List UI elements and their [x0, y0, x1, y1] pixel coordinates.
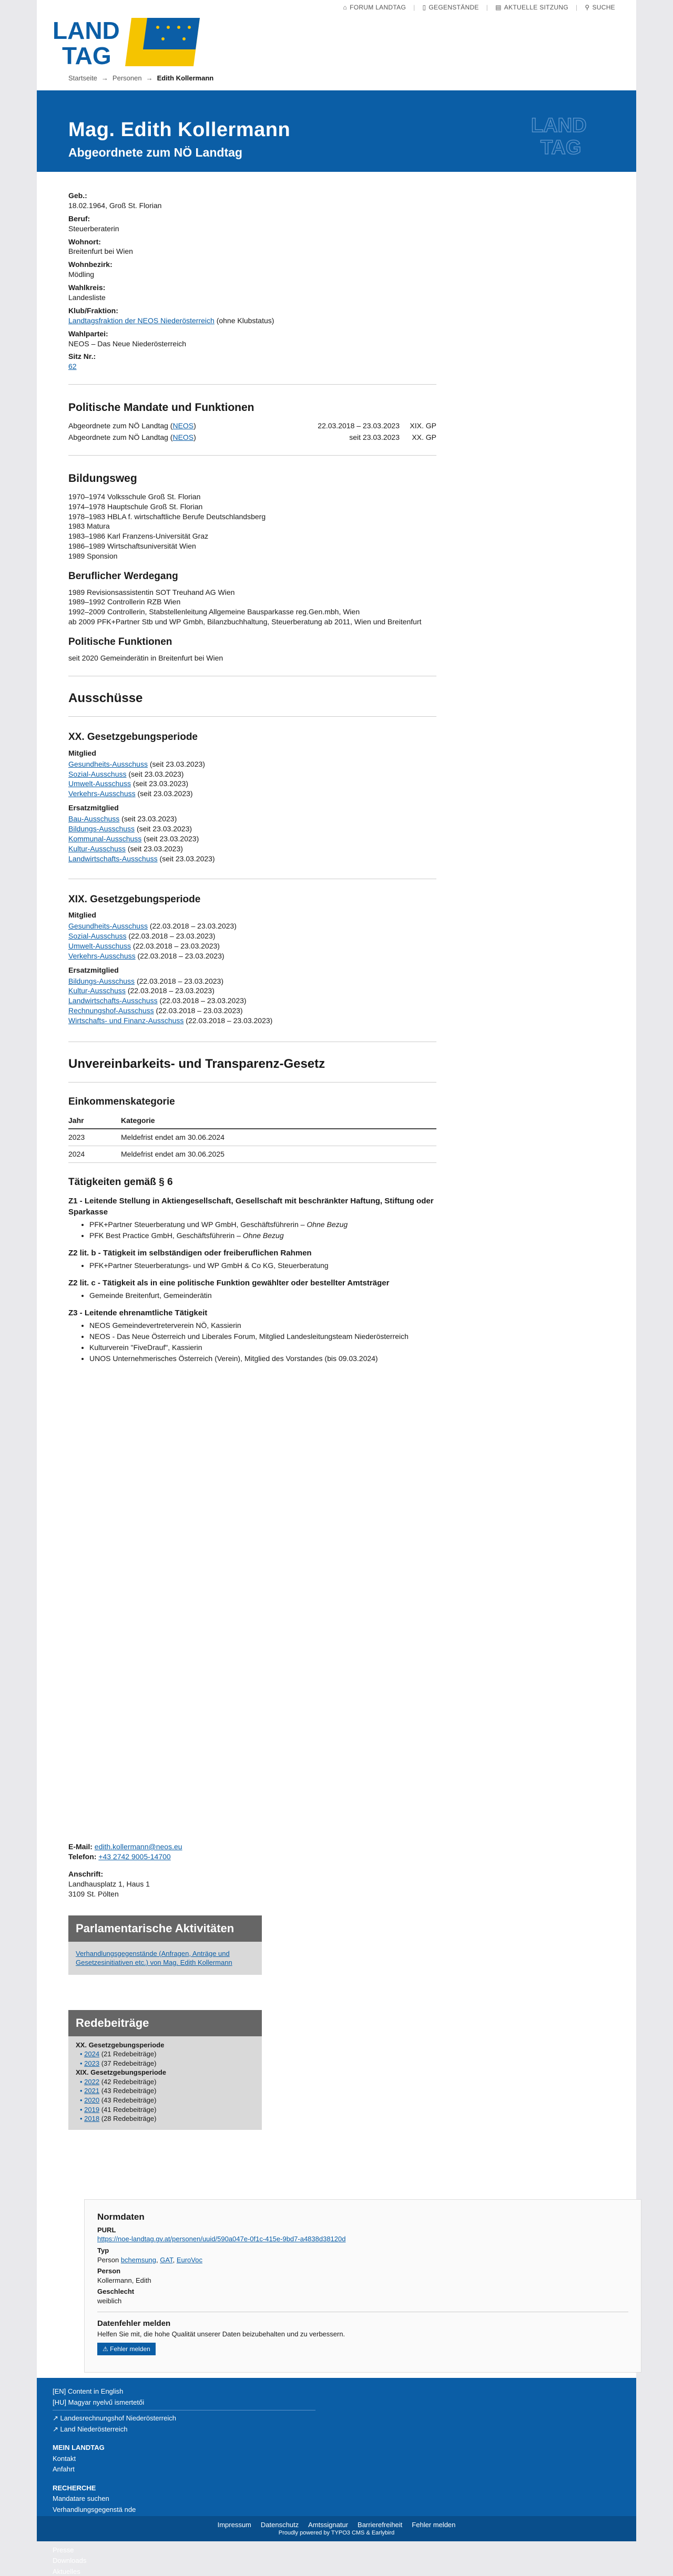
footer-bottom-link[interactable]: Amtssignatur [308, 2520, 349, 2529]
committee-date: (22.03.2018 – 23.03.2023) [125, 986, 215, 995]
taetigkeit-heading: Z3 - Leitende ehrenamtliche Tätigkeit [68, 1308, 208, 1317]
list-item [89, 1261, 436, 1271]
beruf-heading: Beruflicher Werdegang [68, 570, 178, 582]
mandate-gp: XIX. GP [410, 421, 436, 430]
parl-heading: Parlamentarische Aktivitäten [68, 1915, 262, 1942]
landtag-watermark [531, 114, 620, 156]
personal-value: Landesliste [68, 293, 106, 302]
breadcrumb-home[interactable]: Startseite [68, 74, 97, 82]
redebeitraege-heading: Redebeiträge [68, 2010, 262, 2036]
fehler-heading: Datenfehler melden [97, 2319, 171, 2328]
taetigkeit-list [89, 1321, 436, 1364]
email-link[interactable]: edith.kollermann@neos.eu [94, 1842, 182, 1851]
committee-item [68, 996, 436, 1006]
klub-link[interactable]: Landtagsfraktion der NEOS Niederösterreich [68, 316, 215, 325]
committee-link[interactable]: Bau-Ausschuss [68, 815, 120, 823]
personal-value: Steuerberaterin [68, 224, 119, 233]
bildung-item: 1986–1989 Wirtschaftsuniversität Wien [68, 542, 196, 551]
committee-link[interactable]: Sozial-Ausschuss [68, 769, 127, 778]
arrow-right-icon: → [146, 74, 153, 82]
personal-label: Geb.: [68, 191, 87, 200]
committee-item [68, 921, 436, 931]
committee-role: Mitglied [68, 748, 96, 757]
list-item [89, 1291, 436, 1301]
bildung-item: 1970–1974 Volksschule Groß St. Florian [68, 492, 201, 501]
col-jahr: Jahr [68, 1113, 121, 1129]
taetigkeit-heading: Z1 - Leitende Stellung in Aktiengesellschaft, Gesellschaft mit beschränkter Haftung, Stiftung oder Sparkasse [68, 1197, 434, 1217]
page [37, 0, 636, 2575]
report-error-button[interactable]: ⚠ Fehler melden [97, 2343, 156, 2355]
typ-link[interactable]: EuroVoc [176, 2255, 202, 2264]
breadcrumb-personen[interactable]: Personen [112, 74, 142, 82]
list-item [80, 2059, 254, 2068]
list-item [80, 2077, 254, 2087]
footer-link[interactable]: Kontakt [53, 2454, 76, 2462]
committee-item [68, 1016, 436, 1026]
footer-link[interactable]: Downloads [53, 2557, 87, 2565]
committee-link[interactable]: Landwirtschafts-Ausschuss [68, 996, 158, 1005]
footer-bottom-link[interactable]: Fehler melden [412, 2520, 456, 2529]
redebeitraege-box [68, 2010, 262, 2130]
divider [68, 455, 436, 456]
divider [68, 1082, 436, 1083]
committee-date: (seit 23.03.2023) [157, 854, 215, 863]
list-item [89, 1321, 436, 1331]
committee-item [68, 789, 436, 799]
list-item [89, 1220, 436, 1230]
col-kategorie: Kategorie [121, 1113, 436, 1129]
personal-label: Wohnort: [68, 237, 101, 246]
committee-link[interactable]: Verkehrs-Ausschuss [68, 951, 136, 960]
footer-bottom-link[interactable]: Barrierefreiheit [358, 2520, 403, 2529]
list-item [80, 2114, 254, 2124]
list-item [89, 1343, 436, 1353]
nav-suche[interactable]: ⚲ SUCHE [585, 4, 615, 11]
footer-link[interactable]: Anfahrt [53, 2465, 75, 2474]
footer-bottom-link[interactable]: Datenschutz [260, 2520, 299, 2529]
lang-en-link[interactable]: [EN] Content in English [53, 2387, 124, 2395]
footer-link-land[interactable]: ↗ Land Niederösterreich [53, 2425, 128, 2433]
committee-date: (22.03.2018 – 23.03.2023) [135, 976, 223, 985]
beruf-item: 1992–2009 Controllerin, Stabstellenleitung Allgemeine Bausparkasse reg.Gen.mbh, Wien [68, 607, 360, 616]
taetigkeit-list [89, 1261, 436, 1271]
taetigkeit-text: PFK+Partner Steuerberatungs- und WP GmbH & Co KG, Steuerberatung [89, 1261, 329, 1270]
table-row [68, 1129, 436, 1146]
taetigkeit-text: NEOS Gemeindevertreterverein NÖ, Kassierin [89, 1321, 241, 1330]
rede-count: (43 Redebeiträge) [99, 2087, 157, 2095]
einkommen-table [68, 1113, 436, 1163]
divider [68, 716, 436, 717]
mandate-heading: Politische Mandate und Funktionen [68, 401, 254, 414]
committee-item [68, 854, 436, 864]
powered-by: Proudly powered by TYPO3 CMS & Earlybird [278, 2530, 395, 2537]
mandate-title [68, 421, 305, 431]
beruf-item: ab 2009 PFK+Partner Stb und WP Gmbh, Bilanzbuchhaltung, Steuerberatung ab 2011, Wien und Breitenfurt [68, 617, 422, 626]
main-content: Geb.: 18.02.1964, Groß St. Florian Beruf: Steuerberaterin Wohnort: Breitenfurt bei Wien Wohnbezirk: Mödling Wahlkreis: Landesliste Klub/Fraktion: Landtagsfraktion der NEOS Niederösterreich (ohne Klubstatus) Wahlpartei: NEOS – Das Neue Niederösterreich Sitz Nr.: 62 Politische Mandate und Funktionen Abgeordnete zum NÖ Landtag (NEOS) 22.03.2018 – 23.03.2023 XIX. GP Abgeordnete zum NÖ Landtag (NEOS) seit 23.03.2023 XX. GP Bildungsweg 1970–1974 Volksschule Groß St. Florian 1974–1978 Hauptschule Groß St. Florian 1978–1983 HBLA f. wirtschaftliche Berufe Deutschlandsberg 1983 Matura 1983–1986 Karl Franzens-Universität Graz 1986–1989 Wirtschaftsuniversität Wien 1989 Sponsion Beruflicher Werdegang 1989 Revisionsassistentin SOT Treuhand AG Wien 1989–1992 Controllerin RZB Wien 1992–2009 Controllerin, Stabstellenleitung Allgemeine Bausparkasse reg.Gen.mbh, Wien ab 2009 PFK+Partner Stb und WP Gmbh, Bilanzbuchhaltung, Steuerberatung ab 2011, Wien und Breitenfurt Politische Funktionen seit 2020 Gemeinderätin in Breitenfurt bei Wien Ausschüsse XX. Gesetzgebungsperiode Mitglied Gesundheits-Ausschuss (seit 23.03.2023) Sozial-Ausschuss (seit 23.03.2023) Umwelt-Ausschuss (seit 23.03.2023) Verkehrs-Ausschuss (seit 23.03.2023) Ersatzmitglied Bau-Ausschuss (seit 23.03.2023) Bildungs-Ausschuss (seit 23.03.2023) Kommunal-Ausschuss (seit 23.03.2023) Kultur-Ausschuss (seit 23.03.2023) Landwirtschafts-Ausschuss (seit 23.03.2023) XIX. Gesetzgebungsperiode Mitglied Gesundheits-Ausschuss (22.03.2018 – 23.03.2023) Sozial-Ausschuss (22.03.2018 – 23.03.2023) Umwelt-Ausschuss (22.03.2018 – 23.03.2023) Verkehrs-Ausschuss (22.03.2018 – 23.03.2023) Ersatzmitglied Bildungs-Ausschuss (22.03.2018 – 23.03.2023) Kultur-Ausschuss (22.03.2018 – 23.03.2023) Landwirtschafts-Ausschuss (22.03.2018 – 23.03.2023) Rechnungshof-Ausschuss (22.03.2018 – 23.03.2023) Wirtschafts- und Finanz-Ausschuss (22.03.2018 – 23.03.2023) Unvereinbarkeits- und Transparenz-Gesetz Einkommenskategorie Jahr Kategorie 2023 Meldefrist endet am 30.06.2024 2024 Meldefrist endet am 30.06.2025 Tätigkeiten gemäß § 6 Z1 - Leitende Stellung in Aktiengesellschaft, Gesellschaft mit beschränkter Haftung, Stiftung oder Sparkasse • PFK+Partner Steuerberatung und WP GmbH, Geschäftsführerin – Ohne Bezug • PFK Best Practice GmbH, Geschäftsführerin – Ohne Bezug Z2 lit. b - Tätigkeit im selbständigen oder freiberuflichen Rahmen • PFK+Partner Steuerberatungs- und WP GmbH & Co KG, Steuerberatung Z2 lit. c - Tätigkeit als in eine politische Funktion gewählter oder bestellter Amtsträger • Gemeinde Breitenfurt, Gemeinderätin Z3 - Leitende ehrenamtliche Tätigkeit • NEOS Gemeindevertreterverein NÖ, Kassierin • NEOS - Das Neue Österreich und Liberales Forum, Mitglied Landesleitungsteam Niederösterreich • Kulturverein "FiveDrauf", Kassierin • UNOS Unternehmerisches Österreich (Verein), Mitglied des Vorstandes (bis 09.03.2024) [37, 172, 436, 1364]
top-navigation: ⌂ FORUM LANDTAG | ▯ GEGENSTÄNDE | ▤ AKTUELLE SITZUNG | ⚲ SUCHE [343, 4, 615, 11]
period-heading: XIX. Gesetzgebungsperiode [68, 893, 201, 905]
taetigkeit-note: Ohne Bezug [242, 1231, 284, 1240]
taetigkeit-text: UNOS Unternehmerisches Österreich (Verein), Mitglied des Vorstandes (bis 09.03.2024) [89, 1354, 378, 1363]
committee-item [68, 976, 436, 986]
mandate-period: 22.03.2018 – 23.03.2023 [318, 421, 400, 430]
mandate-period: seit 23.03.2023 [349, 433, 400, 442]
parl-activities-box [68, 1915, 262, 1975]
personal-value: Breitenfurt bei Wien [68, 247, 133, 256]
logo-flag-blue [143, 18, 200, 49]
polfunk-list [68, 653, 436, 663]
normdaten-heading: Normdaten [97, 2212, 145, 2222]
cell-kategorie: Meldefrist endet am 30.06.2025 [121, 1146, 436, 1162]
taetigkeit-text: Gemeinde Breitenfurt, Gemeinderätin [89, 1291, 212, 1300]
external-link-icon: ↗ [53, 2425, 58, 2433]
committee-date: (seit 23.03.2023) [135, 789, 193, 798]
committee-date: (seit 23.03.2023) [119, 815, 177, 823]
footer-section-heading: RECHERCHE [53, 2484, 96, 2492]
taetigkeiten-list [68, 1196, 436, 1363]
bildung-item: 1978–1983 HBLA f. wirtschaftliche Berufe Deutschlandsberg [68, 512, 266, 521]
external-link-icon: ↗ [53, 2414, 58, 2423]
arrow-right-icon: → [101, 74, 108, 82]
mandate-row [68, 421, 436, 431]
taetigkeit-text: PFK+Partner Steuerberatung und WP GmbH, Geschäftsführerin – [89, 1220, 307, 1229]
committee-link[interactable]: Landwirtschafts-Ausschuss [68, 854, 158, 863]
bildung-item: 1989 Sponsion [68, 552, 118, 561]
committee-periods [68, 730, 436, 1026]
beruf-item: 1989 Revisionsassistentin SOT Treuhand AG Wien [68, 588, 235, 596]
address-line1: Landhausplatz 1, Haus 1 [68, 1879, 150, 1888]
committee-date: (seit 23.03.2023) [141, 834, 199, 843]
beruf-list [68, 588, 436, 627]
footer-link-lrh[interactable]: ↗ Landesrechnungshof Niederösterreich [53, 2414, 176, 2423]
mandate-text: ) [193, 433, 196, 442]
sitz-link[interactable]: 62 [68, 362, 77, 371]
committee-date: (seit 23.03.2023) [147, 759, 205, 768]
mandate-text: Abgeordnete zum NÖ Landtag ( [68, 433, 173, 442]
personal-data [68, 191, 436, 303]
bildung-list [68, 492, 436, 561]
nav-forum[interactable]: ⌂ FORUM LANDTAG [343, 4, 406, 11]
wahlpartei-label: Wahlpartei: [68, 329, 108, 338]
taetigkeit-note: Ohne Bezug [307, 1220, 348, 1229]
address-line2: 3109 St. Pölten [68, 1889, 119, 1898]
committee-role: Mitglied [68, 911, 96, 920]
committee-link[interactable]: Wirtschafts- und Finanz-Ausschuss [68, 1016, 184, 1025]
rede-year-link[interactable]: 2018 [84, 2115, 100, 2123]
committee-link[interactable]: Kultur-Ausschuss [68, 844, 126, 853]
nav-gegenstaende[interactable]: ▯ GEGENSTÄNDE [422, 4, 479, 11]
committee-item [68, 759, 436, 769]
svg-text:TAG: TAG [541, 137, 582, 156]
svg-text:LAND: LAND [531, 115, 587, 137]
committee-item [68, 834, 436, 844]
rede-count: (43 Redebeiträge) [99, 2096, 157, 2104]
ausschuesse-heading: Ausschüsse [68, 691, 143, 705]
list-item [89, 1332, 436, 1342]
nav-sitzung[interactable]: ▤ AKTUELLE SITZUNG [495, 4, 568, 11]
phone-link[interactable]: +43 2742 9005-14700 [98, 1852, 171, 1861]
footer-link[interactable]: Mandatare suchen [53, 2495, 109, 2503]
committee-link[interactable]: Bildungs-Ausschuss [68, 824, 135, 833]
committee-item [68, 951, 436, 961]
committee-link[interactable]: Bildungs-Ausschuss [68, 976, 135, 985]
normdaten-box: Normdaten PURL https://noe-landtag.gv.at/personen/uuid/590a047e-0f1c-415e-9bd7-a4838d38120d Typ Person bchemsung, GAT, EuroVoc Person Kollermann, Edith Geschlecht weiblich Datenfehler melden Helfen Sie mit, die hohe Qualität unserer Daten beizubehalten und zu verbessern. ⚠ Fehler melden [84, 2199, 641, 2373]
committee-link[interactable]: Gesundheits-Ausschuss [68, 759, 148, 768]
taetigkeit-text: Kulturverein "FiveDrauf", Kassierin [89, 1343, 202, 1352]
committee-item [68, 931, 436, 941]
rede-year-link[interactable]: 2021 [84, 2087, 100, 2095]
rede-count: (42 Redebeiträge) [99, 2077, 157, 2086]
committee-date: (seit 23.03.2023) [125, 844, 183, 853]
klub-label: Klub/Fraktion: [68, 306, 118, 315]
sitz-label: Sitz Nr.: [68, 352, 96, 361]
committee-link[interactable]: Kommunal-Ausschuss [68, 834, 142, 843]
mandate-title [68, 432, 305, 442]
party-link[interactable]: NEOS [172, 433, 194, 442]
mandate-gp: XX. GP [412, 433, 436, 442]
building-icon: ⌂ [343, 4, 348, 11]
taetigkeit-text: PFK Best Practice GmbH, Geschäftsführerin – [89, 1231, 243, 1240]
rede-year-link[interactable]: 2020 [84, 2096, 100, 2104]
cell-kategorie: Meldefrist endet am 30.06.2024 [121, 1129, 436, 1146]
committee-date: (seit 23.03.2023) [135, 824, 192, 833]
taet-heading: Tätigkeiten gemäß § 6 [68, 1176, 173, 1188]
bildung-heading: Bildungsweg [68, 472, 137, 485]
footer-link[interactable]: Presse [53, 2546, 74, 2554]
list-item [89, 1354, 436, 1364]
page-subtitle: Abgeordnete zum NÖ Landtag [68, 146, 242, 160]
parl-link[interactable]: Verhandlungsgegenstände (Anfragen, Anträge und Gesetzesinitiativen etc.) von Mag. Edith Kollermann [76, 1949, 232, 1967]
period-heading: XX. Gesetzgebungsperiode [68, 731, 198, 743]
footer [37, 2378, 636, 2575]
committee-link[interactable]: Sozial-Ausschuss [68, 931, 127, 940]
logo-line1: LAND [53, 18, 120, 44]
personal-value: 18.02.1964, Groß St. Florian [68, 201, 162, 210]
rede-count: (21 Redebeiträge) [99, 2050, 157, 2058]
committee-date: (22.03.2018 – 23.03.2023) [183, 1016, 273, 1025]
committee-link[interactable]: Verkehrs-Ausschuss [68, 789, 136, 798]
committee-item [68, 941, 436, 951]
taetigkeit-list [89, 1291, 436, 1301]
breadcrumb-current: Edith Kollermann [157, 74, 214, 82]
committee-item [68, 824, 436, 834]
committee-role: Ersatzmitglied [68, 965, 119, 974]
committee-item [68, 986, 436, 996]
committee-item [68, 769, 436, 779]
rede-year-link[interactable]: 2023 [84, 2059, 100, 2067]
divider [68, 384, 436, 385]
personal-label: Wohnbezirk: [68, 260, 113, 269]
footer-bottom-link[interactable]: Impressum [217, 2520, 251, 2529]
typ-link[interactable]: bchemsung [120, 2255, 157, 2264]
mandate-text: ) [193, 421, 196, 430]
polfunk-item: seit 2020 Gemeinderätin in Breitenfurt bei Wien [68, 653, 223, 662]
committee-date: (seit 23.03.2023) [126, 769, 184, 778]
personal-label: Wahlkreis: [68, 283, 106, 292]
table-row [68, 1146, 436, 1162]
rede-year-link[interactable]: 2019 [84, 2105, 100, 2114]
committee-date: (22.03.2018 – 23.03.2023) [147, 922, 237, 931]
personal-value: Mödling [68, 270, 95, 279]
committee-link[interactable]: Rechnungshof-Ausschuss [68, 1006, 154, 1015]
rede-list [80, 2049, 254, 2068]
calendar-icon: ▤ [495, 4, 502, 11]
committee-link[interactable]: Umwelt-Ausschuss [68, 941, 131, 950]
rede-gp-heading: XX. Gesetzgebungsperiode [76, 2041, 165, 2049]
search-icon: ⚲ [585, 4, 590, 11]
document-icon: ▯ [422, 4, 426, 11]
personal-label: Beruf: [68, 214, 90, 223]
einkommen-heading: Einkommenskategorie [68, 1096, 175, 1108]
list-item [80, 2105, 254, 2115]
list-item [89, 1231, 436, 1241]
taetigkeit-heading: Z2 lit. b - Tätigkeit im selbständigen oder freiberuflichen Rahmen [68, 1248, 312, 1258]
taetigkeit-heading: Z2 lit. c - Tätigkeit als in eine politische Funktion gewählter oder bestellter Amtsträger [68, 1278, 390, 1287]
committee-date: (22.03.2018 – 23.03.2023) [157, 996, 247, 1005]
contact-block: E-Mail: edith.kollermann@neos.eu Telefon: +43 2742 9005-14700 Anschrift: Landhausplatz 1, Haus 1 3109 St. Pölten [68, 1842, 182, 1898]
committee-date: (22.03.2018 – 23.03.2023) [154, 1006, 243, 1015]
committee-role: Ersatzmitglied [68, 803, 119, 812]
warning-icon: ⚠ [103, 2345, 108, 2353]
taetigkeit-text: NEOS - Das Neue Österreich und Liberales Forum, Mitglied Landesleitungsteam Niederösterreich [89, 1332, 409, 1341]
header [37, 0, 636, 90]
polfunk-heading: Politische Funktionen [68, 636, 172, 648]
cell-jahr: 2024 [68, 1146, 121, 1162]
landtag-logo[interactable] [53, 18, 221, 66]
committee-item [68, 1006, 436, 1016]
cell-jahr: 2023 [68, 1129, 121, 1146]
lang-hu-link[interactable]: [HU] Magyar nyelvű ismertetői [53, 2398, 145, 2406]
committee-date: (22.03.2018 – 23.03.2023) [135, 951, 225, 960]
breadcrumb [68, 74, 213, 83]
beruf-item: 1989–1992 Controllerin RZB Wien [68, 597, 181, 606]
footer-section-heading: MEIN LANDTAG [53, 2444, 105, 2452]
mandate-row [68, 432, 436, 442]
rede-year-link[interactable]: 2024 [84, 2050, 100, 2058]
committee-link[interactable]: Umwelt-Ausschuss [68, 779, 131, 788]
party-link[interactable]: NEOS [172, 421, 194, 430]
logo-line2: TAG [62, 42, 111, 66]
rede-count: (28 Redebeiträge) [99, 2115, 157, 2123]
page-title: Mag. Edith Kollermann [68, 119, 291, 141]
typ-link[interactable]: GAT [160, 2255, 173, 2264]
mandate-list [68, 421, 436, 443]
committee-link[interactable]: Gesundheits-Ausschuss [68, 922, 148, 931]
committee-item [68, 814, 436, 824]
footer-link[interactable]: Verhandlungsgegenstä nde [53, 2505, 136, 2513]
purl-link[interactable]: https://noe-landtag.gv.at/personen/uuid/590a047e-0f1c-415e-9bd7-a4838d38120d [97, 2235, 346, 2243]
unv-heading: Unvereinbarkeits- und Transparenz-Gesetz [68, 1056, 325, 1071]
committee-date: (22.03.2018 – 23.03.2023) [131, 941, 220, 950]
rede-year-link[interactable]: 2022 [84, 2077, 100, 2086]
committee-date: (seit 23.03.2023) [131, 779, 188, 788]
mandate-text: Abgeordnete zum NÖ Landtag ( [68, 421, 173, 430]
bildung-item: 1974–1978 Hauptschule Groß St. Florian [68, 502, 203, 511]
rede-count: (37 Redebeiträge) [99, 2059, 157, 2067]
committee-item [68, 779, 436, 789]
committee-date: (22.03.2018 – 23.03.2023) [126, 931, 216, 940]
rede-list [80, 2077, 254, 2124]
list-item [80, 2096, 254, 2105]
committee-item [68, 844, 436, 854]
bildung-item: 1983 Matura [68, 522, 110, 531]
footer-bottom [37, 2516, 636, 2541]
taetigkeit-list [89, 1220, 436, 1241]
list-item [80, 2049, 254, 2059]
bildung-item: 1983–1986 Karl Franzens-Universität Graz [68, 532, 209, 541]
rede-count: (41 Redebeiträge) [99, 2105, 157, 2114]
rede-gp-heading: XIX. Gesetzgebungsperiode [76, 2068, 166, 2077]
list-item [80, 2086, 254, 2096]
wahlpartei-value: NEOS – Das Neue Niederösterreich [68, 339, 187, 348]
person-banner [37, 90, 636, 172]
footer-link[interactable]: Aktuelles [53, 2567, 80, 2575]
committee-link[interactable]: Kultur-Ausschuss [68, 986, 126, 995]
